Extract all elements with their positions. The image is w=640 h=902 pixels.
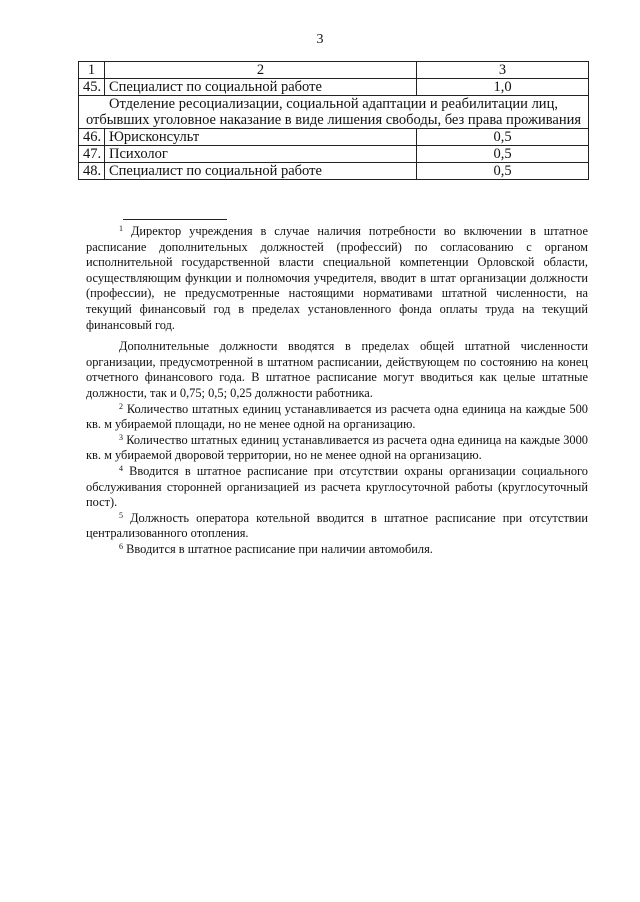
footnote-text: Дополнительные должности вводятся в пределах общей штатной численности организации, предусмотренной в штатном расписании, действующем по состоянию на конец отчетного финансового года. В штатное расписание могут вводиться как целые штатные должности, так и 0,75; 0,5; 0,25 должности работника. bbox=[86, 339, 588, 400]
footnote-4 bbox=[86, 464, 588, 511]
row-number: 46. bbox=[79, 129, 105, 146]
footnote-mark: 6 bbox=[119, 541, 123, 551]
row-number: 47. bbox=[79, 146, 105, 163]
column-header-3: 3 bbox=[417, 62, 589, 79]
footnote-mark: 5 bbox=[119, 510, 123, 520]
footnote-mark: 3 bbox=[119, 432, 123, 442]
footnote-3 bbox=[86, 433, 588, 464]
staff-units: 0,5 bbox=[417, 163, 589, 180]
footnote-text: Вводится в штатное расписание при отсутствии охраны организации социального обслуживания сторонней организацией из расчета круглосуточной работы (круглосуточный пост). bbox=[86, 463, 588, 510]
section-title: Отделение ресоциализации, социальной адаптации и реабилитации лиц, отбывших уголовное наказание в виде лишения свободы, без права проживания bbox=[79, 96, 589, 129]
footnote-text: Количество штатных единиц устанавливается из расчета одна единица на каждые 500 кв. м убираемой площади, но не менее одной на организацию. bbox=[86, 401, 589, 432]
page-number: 3 bbox=[316, 32, 324, 47]
position-title: Юрисконсульт bbox=[105, 129, 417, 146]
table-row bbox=[79, 79, 589, 96]
section-row bbox=[79, 96, 589, 129]
table-header-row bbox=[79, 62, 589, 79]
footnote-text: Директор учреждения в случае наличия потребности во включении в штатное расписание дополнительных должностей (профессий) по согласованию с органом исполнительной государственной власти специальной компетенции Орловской области, осуществляющим функции и полномочия учредителя, вводит в штат организации должности (профессии), не предусмотренные настоящими нормативами штатной численности, на текущий финансовый год в пределах установленного фонда оплаты труда на текущий финансовый год. bbox=[86, 224, 588, 332]
table-row bbox=[79, 129, 589, 146]
footnote-5 bbox=[86, 511, 588, 542]
table-row bbox=[79, 163, 589, 180]
position-title: Психолог bbox=[105, 146, 417, 163]
footnote-1-continuation bbox=[86, 339, 588, 401]
footnote-2 bbox=[86, 402, 588, 433]
footnote-mark: 2 bbox=[119, 401, 123, 411]
footnote-6 bbox=[86, 542, 588, 558]
row-number: 48. bbox=[79, 163, 105, 180]
footnotes bbox=[86, 224, 588, 557]
staffing-table bbox=[78, 61, 589, 180]
row-number: 45. bbox=[79, 79, 105, 96]
table-row bbox=[79, 146, 589, 163]
column-header-2: 2 bbox=[105, 62, 417, 79]
footnote-text: Количество штатных единиц устанавливается из расчета одна единица на каждые 3000 кв. м убираемой дворовой территории, но не менее одной на организацию. bbox=[86, 432, 588, 463]
position-title: Специалист по социальной работе bbox=[105, 163, 417, 180]
footnote-1 bbox=[86, 224, 588, 333]
footnote-mark: 1 bbox=[119, 224, 123, 233]
footnote-separator bbox=[123, 219, 227, 220]
footnote-mark: 4 bbox=[119, 463, 123, 473]
staff-units: 0,5 bbox=[417, 129, 589, 146]
column-header-1: 1 bbox=[79, 62, 105, 79]
position-title: Специалист по социальной работе bbox=[105, 79, 417, 96]
footnote-text: Должность оператора котельной вводится в штатное расписание при отсутствии централизованного отопления. bbox=[86, 510, 588, 541]
staff-units: 1,0 bbox=[417, 79, 589, 96]
staff-units: 0,5 bbox=[417, 146, 589, 163]
footnote-text: Вводится в штатное расписание при наличии автомобиля. bbox=[126, 541, 433, 556]
